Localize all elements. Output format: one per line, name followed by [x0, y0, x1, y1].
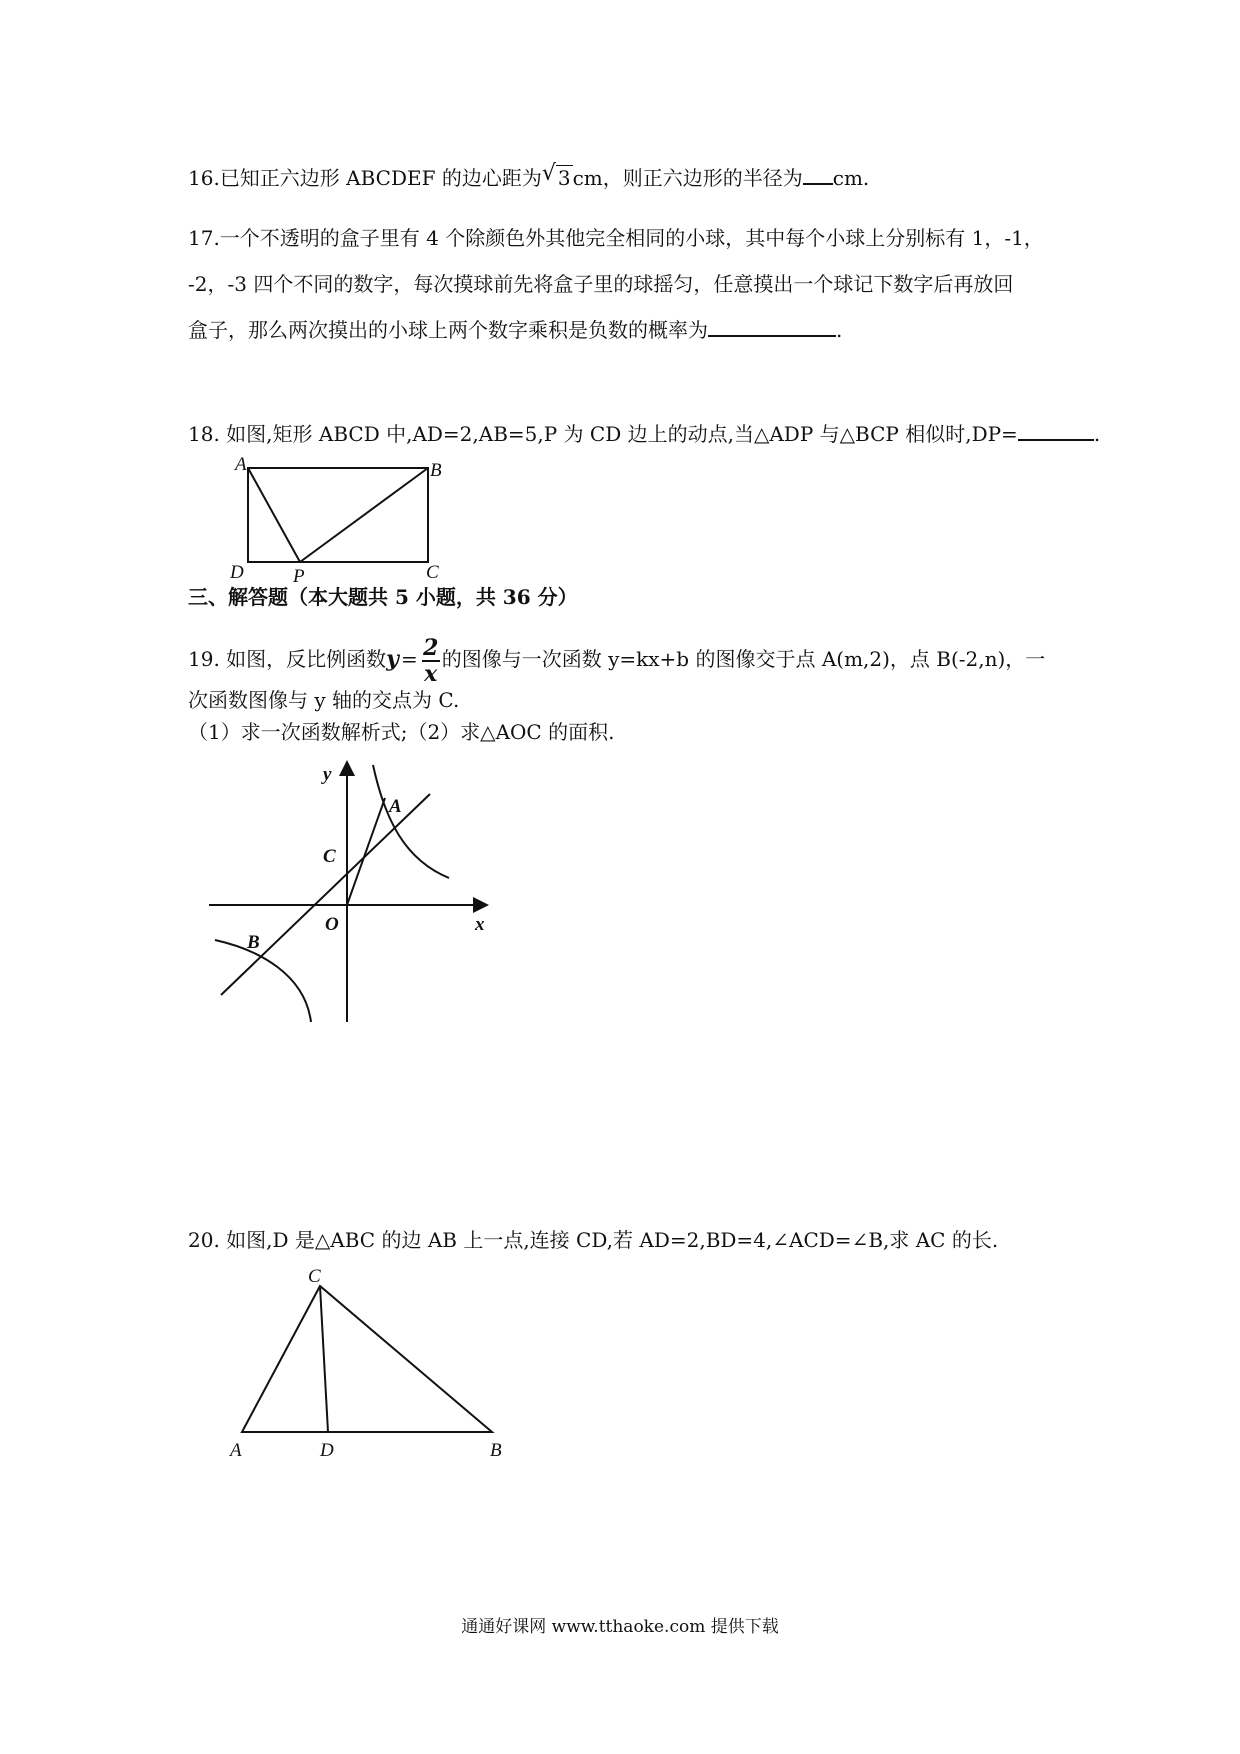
- label-c: C: [308, 1266, 321, 1287]
- section-3-title: 三、解答题（本大题共 5 小题，共 36 分）: [188, 585, 578, 609]
- label-d: D: [230, 562, 244, 583]
- label-b: B: [490, 1440, 502, 1461]
- label-a: A: [389, 796, 402, 817]
- q19-denominator: x: [424, 660, 438, 687]
- q16-line: [188, 161, 870, 192]
- label-x: x: [475, 914, 485, 935]
- hyperbola-q1: [373, 765, 449, 878]
- label-a: A: [230, 1440, 242, 1461]
- q18-text: 18. 如图,矩形 ABCD 中,AD=2,AB=5,P 为 CD 边上的动点,当△ADP 与△BCP 相似时,DP=: [188, 422, 1018, 446]
- linear-function-line: [221, 794, 430, 995]
- q17-end: .: [836, 318, 843, 342]
- q19-line-1: [188, 634, 1045, 685]
- triangle-abc: [242, 1286, 492, 1432]
- q19-coordinate-figure: [205, 750, 505, 1040]
- q19-post: 的图像与一次函数 y=kx+b 的图像交于点 A(m,2)，点 B(-2,n)，一: [441, 647, 1046, 671]
- q20-line: 20. 如图,D 是△ABC 的边 AB 上一点,连接 CD,若 AD=2,BD=4,∠ACD=∠B,求 AC 的长.: [188, 1228, 999, 1252]
- q18-rectangle-figure: [230, 456, 450, 586]
- label-b: B: [247, 932, 260, 953]
- q19-line-2: 次函数图像与 y 轴的交点为 C.: [188, 688, 460, 712]
- label-b: B: [430, 460, 442, 481]
- label-y: y: [323, 764, 332, 785]
- q20-triangle-figure: [220, 1262, 520, 1462]
- q17-text: 盒子，那么两次摸出的小球上两个数字乘积是负数的概率为: [188, 318, 708, 342]
- label-o: O: [325, 914, 339, 935]
- q19-y-var: y: [386, 646, 399, 672]
- q19-eq: =: [400, 647, 418, 671]
- q16-answer-blank[interactable]: [803, 165, 833, 185]
- segment-bp: [300, 468, 428, 562]
- sqrt-icon: √: [541, 161, 556, 186]
- q19-fraction: [422, 634, 440, 687]
- label-c: C: [323, 846, 336, 867]
- segment-cd: [320, 1286, 328, 1432]
- q18-answer-blank[interactable]: [1018, 421, 1094, 441]
- q16-text-c: cm.: [832, 166, 870, 190]
- q17-line-2: -2，-3 四个不同的数字，每次摸球前先将盒子里的球摇匀，任意摸出一个球记下数字后再放回: [188, 272, 1014, 296]
- label-a: A: [235, 456, 247, 475]
- q18-end: .: [1093, 422, 1101, 446]
- q17-line-3: [188, 316, 842, 344]
- q19-numerator: 2: [423, 634, 439, 661]
- q19-pre: 19. 如图，反比例函数: [188, 647, 387, 671]
- q16-text-b: cm，则正六边形的半径为: [572, 166, 803, 190]
- footer-text: 通通好课网 www.tthaoke.com 提供下载: [461, 1617, 779, 1637]
- q17-answer-blank[interactable]: [708, 317, 836, 337]
- sqrt-expression: [541, 161, 573, 192]
- q18-line: [188, 420, 1100, 448]
- label-c: C: [426, 562, 439, 583]
- hyperbola-q3: [215, 940, 311, 1022]
- q17-line-1: 17.一个不透明的盒子里有 4 个除颜色外其他完全相同的小球，其中每个小球上分别标有 1，-1，: [188, 226, 1044, 250]
- q19-line-3: （1）求一次函数解析式;（2）求△AOC 的面积.: [188, 720, 615, 744]
- label-d: D: [320, 1440, 334, 1461]
- segment-oa: [347, 798, 385, 905]
- label-p: P: [293, 566, 305, 586]
- segment-ap: [248, 468, 300, 562]
- q16-number: 16.: [188, 166, 220, 190]
- q16-radicand: 3: [557, 166, 571, 190]
- q16-text-a: 已知正六边形 ABCDEF 的边心距为: [219, 166, 542, 190]
